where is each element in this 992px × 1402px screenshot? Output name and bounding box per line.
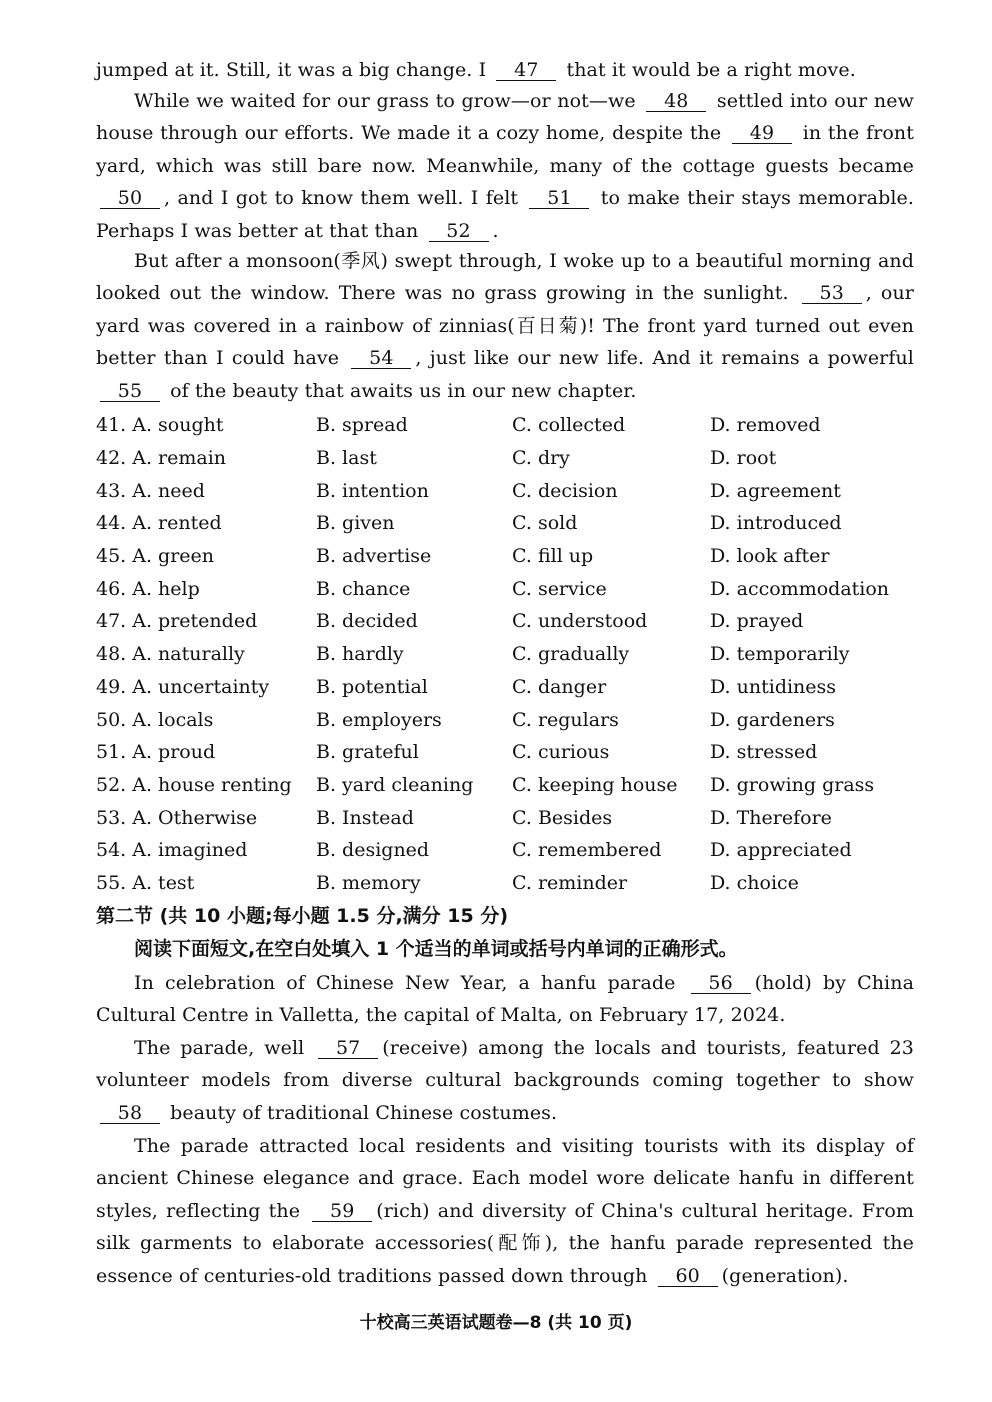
passage1-paragraph-2: While we waited for our grass to grow—or not—we 48 settled into our new house through our efforts. We made it a cozy home, despite the 49 in the front yard, which was still bare now. Meanwhile, many of the cottage guests became 50 , and I got to know them well. I felt 51 to make their stays memorable. Perhaps I was better at that than 52 .: [96, 90, 914, 242]
option-row-43: 43. A. need B. intention C. decision D. agreement: [96, 479, 841, 502]
option-row-55: 55. A. test B. memory C. reminder D. choice: [96, 871, 799, 894]
passage2-paragraph-3: The parade attracted local residents and visiting tourists with its display of ancient Chinese elegance and grace. Each model wore delicate hanfu in different styles, reflecting the 59 (rich) and diversity of China's cultural heritage. From silk garments to elaborate accessories(配饰), the hanfu parade represented the essence of centuries-old traditions passed down through 60 (generation).: [96, 1135, 914, 1287]
blank-52: 52: [429, 221, 489, 242]
blank-50: 50: [100, 188, 160, 209]
blank-54: 54: [351, 348, 411, 369]
option-row-45: 45. A. green B. advertise C. fill up D. look after: [96, 545, 830, 568]
option-row-47: 47. A. pretended B. decided C. understood D. prayed: [96, 610, 804, 633]
option-row-46: 46. A. help B. chance C. service D. accommodation: [96, 577, 890, 600]
blank-48: 48: [646, 91, 706, 112]
blank-51: 51: [529, 188, 589, 209]
blank-55: 55: [100, 381, 160, 402]
page-footer: 十校高三英语试题卷—8 (共 10 页): [359, 1313, 633, 1333]
blank-53: 53: [802, 283, 862, 304]
blank-49: 49: [732, 123, 792, 144]
option-row-41: 41. A. sought B. spread C. collected D. removed: [96, 414, 821, 437]
blank-56: 56: [691, 973, 751, 994]
blank-57: 57: [318, 1038, 378, 1059]
passage2-paragraph-1: In celebration of Chinese New Year, a hanfu parade 56 (hold) by China Cultural Centre in Valletta, the capital of Malta, on February 17, 2024.: [96, 972, 915, 1027]
option-row-49: 49. A. uncertainty B. potential C. danger D. untidiness: [96, 675, 837, 698]
passage1-paragraph-1: jumped at it. Still, it was a big change. I 47 that it would be a right move.: [96, 59, 856, 81]
option-row-44: 44. A. rented B. given C. sold D. introduced: [96, 512, 842, 535]
blank-60: 60: [658, 1266, 718, 1287]
option-row-50: 50. A. locals B. employers C. regulars D. gardeners: [96, 708, 835, 731]
passage2-paragraph-2: The parade, well 57 (receive) among the locals and tourists, featured 23 volunteer models from diverse cultural backgrounds coming together to show 58 beauty of traditional Chinese costumes.: [96, 1037, 914, 1124]
option-row-42: 42. A. remain B. last C. dry D. root: [96, 447, 777, 470]
option-row-53: 53. A. Otherwise B. Instead C. Besides D. Therefore: [96, 806, 832, 829]
blank-47: 47: [496, 60, 556, 81]
option-row-54: 54. A. imagined B. designed C. remembered D. appreciated: [96, 839, 852, 862]
option-row-52: 52. A. house renting B. yard cleaning C. keeping house D. growing grass: [96, 773, 875, 796]
answer-options: [96, 409, 916, 899]
option-row-51: 51. A. proud B. grateful C. curious D. stressed: [96, 741, 818, 764]
blank-58: 58: [100, 1103, 160, 1124]
option-row-48: 48. A. naturally B. hardly C. gradually D. temporarily: [96, 643, 850, 666]
blank-59: 59: [312, 1201, 372, 1222]
section-2-instruction: 阅读下面短文,在空白处填入 1 个适当的单词或括号内单词的正确形式。: [134, 938, 738, 960]
section-2-title: 第二节 (共 10 小题;每小题 1.5 分,满分 15 分): [96, 905, 509, 927]
passage1-paragraph-3: But after a monsoon(季风) swept through, I woke up to a beautiful morning and looked out the window. There was no grass growing in the sunlight. 53 , our yard was covered in a rainbow of zinnias(百日菊)! The front yard turned out even better than I could have 54 , just like our new life. And it remains a powerful 55 of the beauty that awaits us in our new chapter.: [96, 250, 914, 402]
